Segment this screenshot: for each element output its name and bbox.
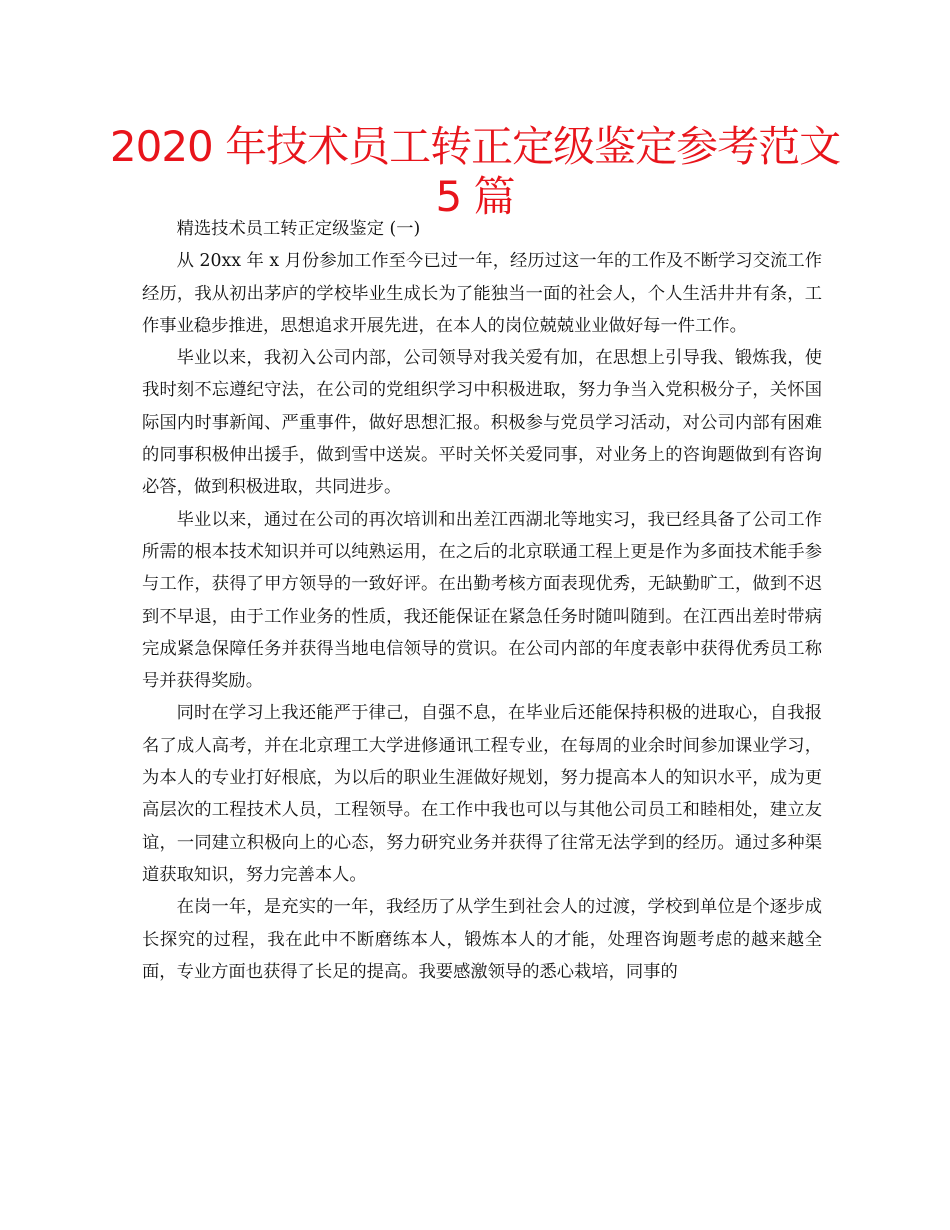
paragraph-5: 在岗一年，是充实的一年，我经历了从学生到社会人的过渡，学校到单位是个逐步成长探究的过程，我在此中不断磨练本人，锻炼本人的才能，处理咨询题考虑的越来越全面，专业方面也获得了长足的提高。我要感激领导的悉心栽培，同事的: [142, 897, 822, 982]
paragraph-3: 毕业以来，通过在公司的再次培训和出差江西湖北等地实习，我已经具备了公司工作所需的根本技术知识并可以纯熟运用，在之后的北京联通工程上更是作为多面技术能手参与工作，获得了甲方领导的一致好评。在出勤考核方面表现优秀，无缺勤旷工，做到不迟到不早退，由于工作业务的性质，我还能保证在紧急任务时随叫随到。在江西出差时带病完成紧急保障任务并获得当地电信领导的赏识。在公司内部的年度表彰中获得优秀员工称号并获得奖励。: [142, 509, 822, 692]
document-body: [142, 213, 822, 988]
paragraph-1: 从 20xx 年 x 月份参加工作至今已过一年，经历过这一年的工作及不断学习交流工作经历，我从初出茅庐的学校毕业生成长为了能独当一面的社会人，个人生活井井有条，工作事业稳步推进，思想追求开展先进，在本人的岗位兢兢业业做好每一件工作。: [142, 251, 822, 336]
document-title: 2020 年技术员工转正定级鉴定参考范文 5 篇: [109, 122, 841, 221]
paragraph-4: 同时在学习上我还能严于律己，自强不息，在毕业后还能保持积极的进取心，自我报名了成人高考，并在北京理工大学进修通讯工程专业，在每周的业余时间参加课业学习，为本人的专业打好根底，为以后的职业生涯做好规划，努力提高本人的知识水平，成为更高层次的工程技术人员，工程领导。在工作中我也可以与其他公司员工和睦相处，建立友谊，一同建立积极向上的心态，努力研究业务并获得了往常无法学到的经历。通过多种渠道获取知识，努力完善本人。: [142, 703, 822, 885]
section-subheading: 精选技术员工转正定级鉴定 (一): [176, 219, 421, 239]
paragraph-2: 毕业以来，我初入公司内部，公司领导对我关爱有加，在思想上引导我、锻炼我，使我时刻不忘遵纪守法，在公司的党组织学习中积极进取，努力争当入党积极分子，关怀国际国内时事新闻、严重事件，做好思想汇报。积极参与党员学习活动，对公司内部有困难的同事积极伸出援手，做到雪中送炭。平时关怀关爱同事，对业务上的咨询题做到有咨询必答，做到积极进取，共同进步。: [142, 348, 822, 498]
